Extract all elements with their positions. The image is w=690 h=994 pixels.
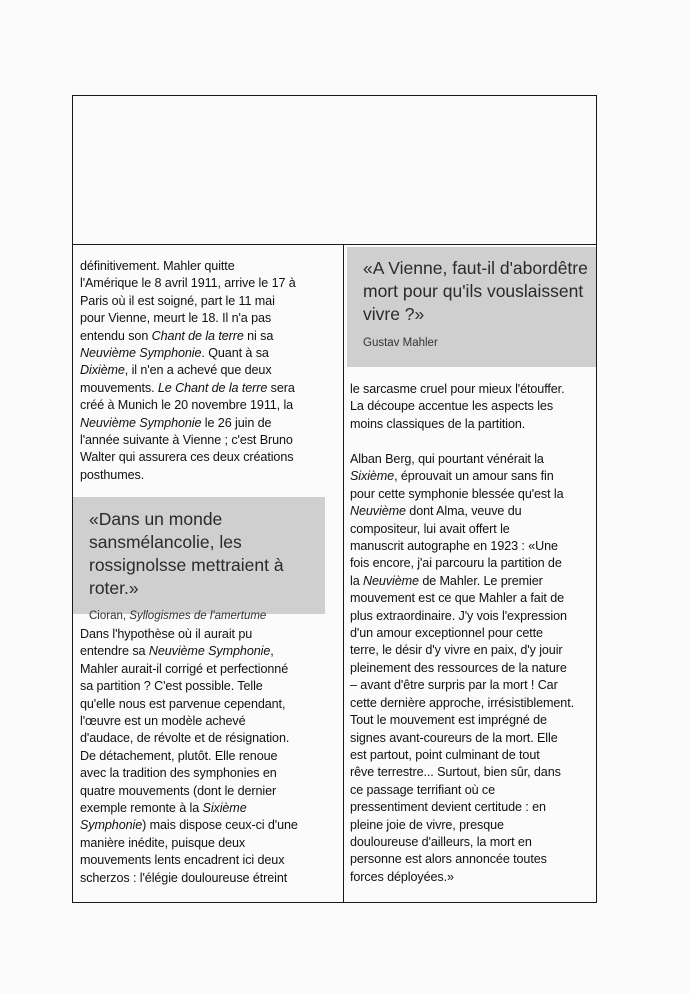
text-line: qu'elle nous est parvenue cependant, bbox=[80, 696, 286, 711]
text-line: forces déployées.» bbox=[350, 869, 454, 884]
text-line: Walter qui assurera ces deux créations bbox=[80, 450, 294, 465]
text-line: Neuvième dont Alma, veuve du bbox=[350, 504, 522, 519]
text-line: scherzos : l'élégie douloureuse étreint bbox=[80, 870, 288, 885]
text-line: Dixième, il n'en a achevé que deux bbox=[80, 363, 272, 378]
quote-cioran bbox=[73, 497, 325, 622]
quote-cioran-work: Syllogismes de l'amertume bbox=[129, 610, 267, 622]
quote-vienne bbox=[347, 247, 596, 367]
text-line: mouvements. Le Chant de la terre sera bbox=[80, 380, 295, 395]
right-column-berg-text bbox=[350, 451, 590, 886]
text-line: douloureuse d'ailleurs, la mort en bbox=[350, 834, 532, 849]
right-column-top-text bbox=[350, 381, 590, 433]
text-line: l'année suivante à Vienne ; c'est Bruno bbox=[80, 433, 293, 448]
text-line: définitivement. Mahler quitte bbox=[80, 259, 235, 273]
text-line: personne est alors annoncée toutes bbox=[350, 852, 547, 867]
text-line: laissent vivre ?» bbox=[363, 281, 584, 324]
text-line: est partout, point culminant de tout bbox=[350, 747, 540, 762]
text-line: Neuvième Symphonie le 26 juin de bbox=[80, 415, 272, 430]
quote-cioran-author: Cioran, bbox=[89, 610, 130, 622]
text-line: La découpe accentue les aspects les bbox=[350, 399, 554, 414]
text-line: ce passage terrifiant où ce bbox=[350, 782, 496, 797]
text-line: d'un amour exceptionnel pour cette bbox=[350, 626, 543, 641]
text-line: mouvement est ce que Mahler a fait de bbox=[350, 591, 565, 606]
text-line: le sarcasme cruel pour mieux l'étouffer. bbox=[350, 382, 565, 396]
text-line: Tout le mouvement est imprégné de bbox=[350, 713, 547, 728]
text-line: «A Vienne, faut-il d'abord bbox=[363, 258, 558, 278]
quote-cioran-attribution bbox=[89, 610, 325, 622]
text-line: signes avant-coureurs de la mort. Elle bbox=[350, 730, 558, 745]
text-line: – avant d'être surpris par la mort ! Car bbox=[350, 678, 558, 693]
left-column-top-text bbox=[80, 258, 340, 484]
text-line: rêve terrestre... Surtout, bien sûr, dans bbox=[350, 765, 561, 780]
column-divider bbox=[343, 244, 344, 903]
text-line: plus extraordinaire. J'y vois l'expression bbox=[350, 608, 567, 623]
text-line: De détachement, plutôt. Elle renoue bbox=[80, 748, 278, 763]
text-line: Alban Berg, qui pourtant vénérait la bbox=[350, 452, 544, 466]
text-line: terre, le désir d'y vivre en paix, d'y jouir bbox=[350, 643, 563, 658]
text-line: mélancolie, les rossignols bbox=[89, 532, 242, 575]
text-line: cette dernière approche, irrésistiblement. bbox=[350, 695, 575, 710]
text-line: pour Vienne, meurt le 18. Il n'a pas bbox=[80, 311, 272, 326]
text-line: manière inédite, puisque deux bbox=[80, 835, 246, 850]
text-line: mouvements lents encadrent ici deux bbox=[80, 853, 285, 868]
text-line: posthumes. bbox=[80, 467, 145, 482]
text-line: la Neuvième de Mahler. Le premier bbox=[350, 573, 543, 588]
text-line: pleinement des ressources de la nature bbox=[350, 660, 567, 675]
text-line: sa partition ? C'est possible. Telle bbox=[80, 679, 263, 694]
quote-vienne-text bbox=[363, 257, 596, 326]
quote-cioran-text bbox=[89, 508, 325, 600]
text-line: d'audace, de révolte et de résignation. bbox=[80, 731, 290, 746]
text-line: l'Amérique le 8 avril 1911, arrive le 17 à bbox=[80, 276, 296, 291]
top-divider bbox=[72, 244, 597, 245]
text-line: pressentiment devient certitude : en bbox=[350, 800, 546, 815]
text-line: «Dans un monde sans bbox=[89, 509, 223, 552]
text-line: pleine joie de vivre, presque bbox=[350, 817, 504, 832]
text-line: fois encore, j'ai parcouru la partition de bbox=[350, 556, 562, 571]
text-line: Paris où il est soigné, part le 11 mai bbox=[80, 293, 275, 308]
text-line: créé à Munich le 20 novembre 1911, la bbox=[80, 398, 294, 413]
text-line: Dans l'hypothèse où il aurait pu bbox=[80, 627, 253, 641]
text-line: entendu son Chant de la terre ni sa bbox=[80, 328, 274, 343]
text-line: pour cette symphonie blessée qu'est la bbox=[350, 486, 564, 501]
text-line: être mort pour qu'ils vous bbox=[363, 258, 588, 301]
text-line: manuscrit autographe en 1923 : «Une bbox=[350, 539, 558, 554]
text-line: Symphonie) mais dispose ceux-ci d'une bbox=[80, 818, 298, 833]
text-line: compositeur, lui avait offert le bbox=[350, 521, 510, 536]
text-line: Mahler aurait-il corrigé et perfectionné bbox=[80, 661, 289, 676]
text-line: moins classiques de la partition. bbox=[350, 416, 526, 431]
quote-vienne-attribution: Gustav Mahler bbox=[363, 337, 438, 349]
text-line: exemple remonte à la Sixième bbox=[80, 801, 247, 816]
text-line: entendre sa Neuvième Symphonie, bbox=[80, 644, 274, 659]
text-line: quatre mouvements (dont le dernier bbox=[80, 783, 277, 798]
text-line: se mettraient à roter.» bbox=[89, 555, 284, 598]
text-line: Neuvième Symphonie. Quant à sa bbox=[80, 346, 269, 361]
text-line: l'œuvre est un modèle achevé bbox=[80, 714, 246, 729]
text-line: Sixième, éprouvait un amour sans fin bbox=[350, 469, 554, 484]
text-line: avec la tradition des symphonies en bbox=[80, 766, 277, 781]
left-column-bottom-text bbox=[80, 626, 340, 887]
